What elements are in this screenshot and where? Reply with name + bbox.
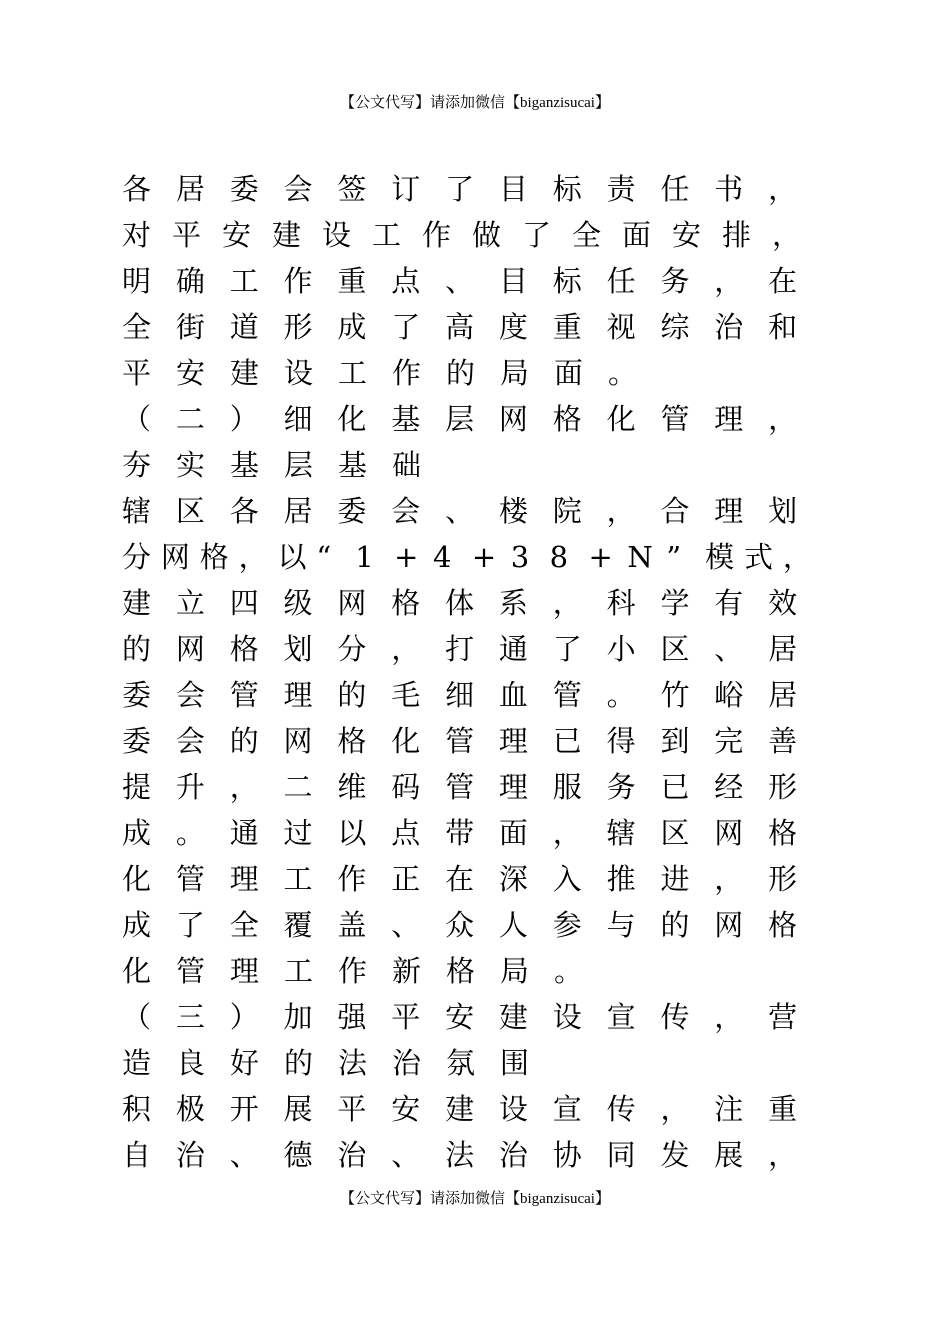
text-line: 化 管 理 工 作 正 在 深 入 推 进 ， 形 (122, 862, 798, 896)
text-line: 全 街 道 形 成 了 高 度 重 视 综 治 和 (122, 310, 798, 344)
document-body (122, 166, 822, 1178)
text-line: 委 会 的 网 格 化 管 理 已 得 到 完 善 (122, 724, 798, 758)
page-footer: 【公文代写】请添加微信【biganzisucai】 (340, 1191, 610, 1207)
text-line: 建 立 四 级 网 格 体 系 ， 科 学 有 效 (122, 586, 798, 620)
section-heading: 造 良 好 的 法 治 氛 围 (122, 1046, 530, 1080)
text-line: 积 极 开 展 平 安 建 设 宣 传 ， 注 重 (122, 1092, 798, 1126)
text-line: 的 网 格 划 分 ， 打 通 了 小 区 、 居 (122, 632, 798, 666)
text-line: 各 居 委 会 签 订 了 目 标 责 任 书 ， (122, 172, 798, 206)
text-line: 分 网 格 ， 以 “ 1 + 4 + 3 8 + N ” 模 式 ， (122, 540, 812, 574)
text-line: 辖 区 各 居 委 会 、 楼 院 ， 合 理 划 (122, 494, 798, 528)
text-line: 自 治 、 德 治 、 法 治 协 同 发 展 ， (122, 1138, 798, 1172)
text-line: 对 平 安 建 设 工 作 做 了 全 面 安 排 ， (122, 218, 802, 252)
text-line: 平 安 建 设 工 作 的 局 面 。 (122, 356, 638, 390)
text-line: 化 管 理 工 作 新 格 局 。 (122, 954, 584, 988)
text-line: 委 会 管 理 的 毛 细 血 管 。 竹 峪 居 (122, 678, 798, 712)
section-heading: （ 二 ） 细 化 基 层 网 格 化 管 理 ， (122, 402, 798, 436)
text-line: 成 。 通 过 以 点 带 面 ， 辖 区 网 格 (122, 816, 798, 850)
text-line: 成 了 全 覆 盖 、 众 人 参 与 的 网 格 (122, 908, 798, 942)
section-heading: 夯 实 基 层 基 础 (122, 448, 422, 482)
text-line: 明 确 工 作 重 点 、 目 标 任 务 ， 在 (122, 264, 798, 298)
page-header: 【公文代写】请添加微信【biganzisucai】 (340, 95, 610, 111)
section-heading: （ 三 ） 加 强 平 安 建 设 宣 传 ， 营 (122, 1000, 798, 1034)
text-line: 提 升 ， 二 维 码 管 理 服 务 已 经 形 (122, 770, 798, 804)
